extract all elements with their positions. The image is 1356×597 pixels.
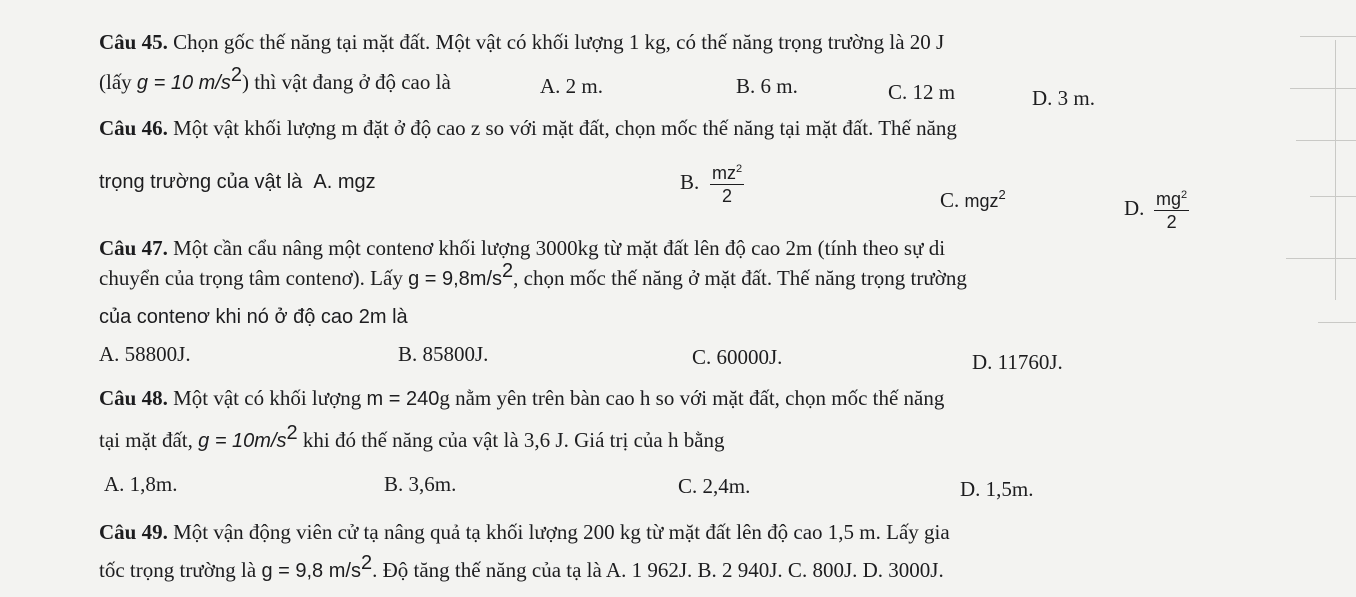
q45-given-close: ) thì vật đang ở độ cao là bbox=[241, 70, 451, 94]
q48-m-formula: m = 240 bbox=[366, 388, 440, 410]
q47-line2 bbox=[99, 260, 967, 291]
q45-line2 bbox=[99, 64, 451, 95]
q48-g-formula: g = 10m/s bbox=[198, 430, 287, 452]
q47-text: Một cần cẩu nâng một contenơ khối lượng 3000kg từ mặt đất lên độ cao 2m (tính theo sự di bbox=[173, 236, 946, 260]
q46-option-c-label: C. bbox=[940, 188, 960, 212]
grid-line bbox=[1290, 88, 1356, 89]
q49-g-formula: g = 9,8 m/s bbox=[261, 560, 361, 582]
q46-line1 bbox=[99, 116, 957, 140]
q48-option-d: D. 1,5m. bbox=[960, 477, 1034, 501]
q48-option-b: B. 3,6m. bbox=[384, 472, 457, 496]
q45-option-c: C. 12 m bbox=[888, 80, 956, 104]
q45-option-a: A. 2 m. bbox=[540, 74, 603, 98]
q48-option-a: A. 1,8m. bbox=[104, 472, 178, 496]
q45-text: Chọn gốc thế năng tại mặt đất. Một vật có khối lượng 1 kg, có thế năng trọng trường là 20 J bbox=[173, 30, 945, 54]
q46-option-c-exponent: 2 bbox=[998, 187, 1006, 202]
q45-line1 bbox=[99, 30, 944, 54]
grid-line bbox=[1335, 40, 1336, 300]
q48-text-a: Một vật có khối lượng bbox=[173, 386, 362, 410]
q49-number: Câu 49. bbox=[99, 520, 168, 544]
q46-option-c-value: mgz bbox=[964, 191, 999, 211]
q48-number: Câu 48. bbox=[99, 386, 168, 410]
q48-line1 bbox=[99, 386, 944, 411]
q48-line2-a: tại mặt đất, bbox=[99, 428, 193, 452]
q46-option-d-fraction bbox=[1154, 188, 1189, 233]
q49-line2 bbox=[99, 552, 944, 583]
q49-text: Một vận động viên cử tạ nâng quả tạ khối lượng 200 kg từ mặt đất lên độ cao 1,5 m. Lấy gia bbox=[173, 520, 950, 544]
q45-given-open: (lấy bbox=[99, 70, 132, 94]
grid-line bbox=[1286, 258, 1356, 259]
q47-line2-b: , chọn mốc thế năng ở mặt đất. Thế năng trọng trường bbox=[513, 266, 967, 290]
q47-line2-a: chuyển của trọng tâm contenơ). Lấy bbox=[99, 266, 403, 290]
q47-option-b: B. 85800J. bbox=[398, 342, 489, 366]
q48-option-c: C. 2,4m. bbox=[678, 474, 751, 498]
q47-option-c: C. 60000J. bbox=[692, 345, 783, 369]
q48-text-b: g nằm yên trên bàn cao h so với mặt đất, chọn mốc thế năng bbox=[439, 386, 945, 410]
q46-option-d-numerator: mg bbox=[1156, 189, 1182, 209]
q46-option-b-denominator: 2 bbox=[722, 186, 733, 206]
q45-option-d: D. 3 m. bbox=[1032, 86, 1095, 110]
q46-stem: trọng trường của vật là bbox=[99, 171, 303, 193]
q45-number: Câu 45. bbox=[99, 30, 168, 54]
q48-line2 bbox=[99, 422, 725, 453]
q46-option-d-exponent: 2 bbox=[1181, 189, 1188, 201]
q47-option-d: D. 11760J. bbox=[972, 350, 1063, 374]
grid-line bbox=[1300, 36, 1356, 37]
q46-option-a: A. mgz bbox=[313, 171, 376, 193]
grid-line bbox=[1318, 322, 1356, 323]
q46-line2 bbox=[99, 170, 376, 194]
q47-g-formula: g = 9,8m/s bbox=[408, 268, 503, 290]
q48-g-exponent: 2 bbox=[286, 422, 298, 444]
q46-option-b-fraction bbox=[710, 162, 744, 207]
q47-g-exponent: 2 bbox=[502, 260, 514, 282]
q49-line2-a: tốc trọng trường là bbox=[99, 558, 257, 582]
q49-g-exponent: 2 bbox=[360, 552, 373, 574]
q46-option-b-numerator: mz bbox=[712, 163, 736, 183]
q45-g-exponent: 2 bbox=[230, 64, 242, 86]
q46-text: Một vật khối lượng m đặt ở độ cao z so với mặt đất, chọn mốc thế năng tại mặt đất. Thế năng bbox=[173, 116, 957, 140]
q46-option-d-label: D. bbox=[1124, 196, 1145, 220]
q48-line2-b: khi đó thế năng của vật là 3,6 J. Giá trị của h bằng bbox=[302, 428, 725, 452]
q46-option-d-denominator: 2 bbox=[1166, 212, 1177, 232]
q47-number: Câu 47. bbox=[99, 236, 168, 260]
q47-line1 bbox=[99, 236, 945, 260]
q45-option-b: B. 6 m. bbox=[736, 74, 798, 98]
q49-line1 bbox=[99, 520, 950, 544]
q46-option-b-label: B. bbox=[680, 170, 700, 194]
q47-option-a: A. 58800J. bbox=[99, 342, 191, 366]
q45-g-formula: g = 10 m/s bbox=[136, 72, 231, 94]
q47-line3: của contenơ khi nó ở độ cao 2m là bbox=[99, 306, 408, 328]
q46-option-b-exponent: 2 bbox=[736, 163, 743, 175]
q49-line2-b: . Độ tăng thế năng của tạ là A. 1 962J. B. 2 940J. C. 800J. D. 3000J. bbox=[372, 558, 944, 582]
grid-line bbox=[1296, 140, 1356, 141]
grid-line bbox=[1310, 196, 1356, 197]
q46-option-c bbox=[940, 188, 1006, 213]
q46-number: Câu 46. bbox=[99, 116, 168, 140]
